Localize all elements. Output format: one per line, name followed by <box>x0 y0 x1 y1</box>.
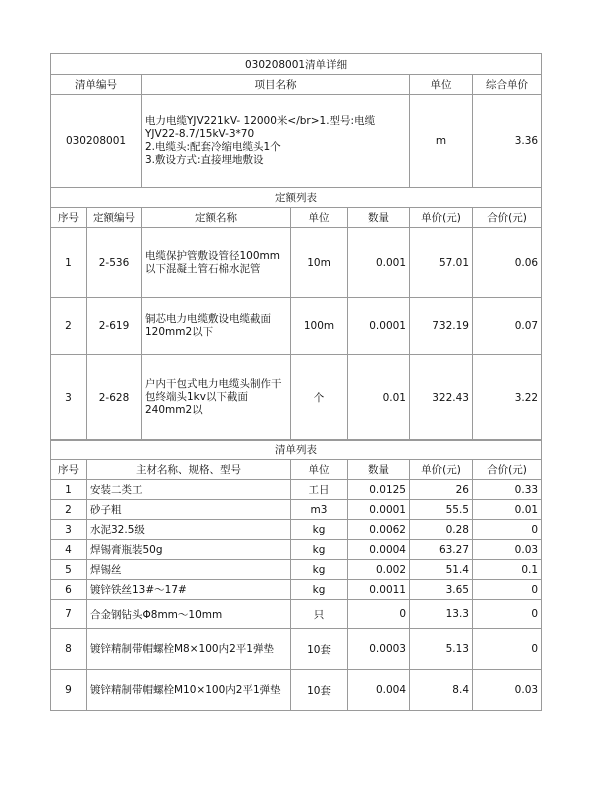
quota-name: 户内干包式电力电缆头制作干包终端头1kv以下截面240mm2以 <box>142 355 291 441</box>
quota-no: 2 <box>51 298 87 355</box>
list-header-no: 序号 <box>51 460 87 480</box>
quota-price: 322.43 <box>410 355 473 441</box>
quota-total: 0.07 <box>473 298 542 355</box>
quota-unit: 10m <box>291 228 348 298</box>
quota-row <box>51 228 542 298</box>
header-unit: 单位 <box>410 75 473 95</box>
quota-row <box>51 355 542 441</box>
list-header-unit: 单位 <box>291 460 348 480</box>
list-unit: m3 <box>291 500 348 520</box>
bill-detail-table <box>50 53 542 441</box>
list-unit: 10套 <box>291 629 348 670</box>
quota-row <box>51 298 542 355</box>
quota-total: 0.06 <box>473 228 542 298</box>
item-price: 3.36 <box>473 95 542 188</box>
list-qty: 0.0001 <box>348 500 410 520</box>
list-row <box>51 600 542 629</box>
list-price: 0.28 <box>410 520 473 540</box>
list-price: 3.65 <box>410 580 473 600</box>
quota-total: 3.22 <box>473 355 542 441</box>
list-price: 5.13 <box>410 629 473 670</box>
quota-qty: 0.001 <box>348 228 410 298</box>
list-row <box>51 560 542 580</box>
list-no: 3 <box>51 520 87 540</box>
quota-code: 2-536 <box>87 228 142 298</box>
list-no: 1 <box>51 480 87 500</box>
list-row <box>51 540 542 560</box>
list-name: 镀锌精制带帽螺栓M10×100内2平1弹垫 <box>87 670 291 711</box>
header-name: 项目名称 <box>142 75 410 95</box>
quota-price: 732.19 <box>410 298 473 355</box>
item-name: 电力电缆YJV221kV- 12000米</br>1.型号:电缆YJV22-8.7/15kV-3*70 2.电缆头:配套冷缩电缆头1个 3.敷设方式:直接埋地敷设 <box>142 95 410 188</box>
list-qty: 0.0004 <box>348 540 410 560</box>
list-unit: 10套 <box>291 670 348 711</box>
list-unit: kg <box>291 540 348 560</box>
list-qty: 0.0011 <box>348 580 410 600</box>
quota-header-no: 序号 <box>51 208 87 228</box>
quota-header-name: 定额名称 <box>142 208 291 228</box>
list-no: 8 <box>51 629 87 670</box>
list-row <box>51 500 542 520</box>
list-name: 镀锌精制带帽螺栓M8×100内2平1弹垫 <box>87 629 291 670</box>
list-price: 63.27 <box>410 540 473 560</box>
list-price: 13.3 <box>410 600 473 629</box>
item-code: 030208001 <box>51 95 142 188</box>
list-name: 焊锡膏瓶装50g <box>87 540 291 560</box>
list-qty: 0.004 <box>348 670 410 711</box>
list-price: 51.4 <box>410 560 473 580</box>
list-header-price: 单价(元) <box>410 460 473 480</box>
list-price: 55.5 <box>410 500 473 520</box>
list-name: 水泥32.5级 <box>87 520 291 540</box>
list-qty: 0 <box>348 600 410 629</box>
material-list-table <box>50 439 542 711</box>
list-name: 焊锡丝 <box>87 560 291 580</box>
list-total: 0 <box>473 600 542 629</box>
list-name: 合金钢钻头Φ8mm～10mm <box>87 600 291 629</box>
list-header-qty: 数量 <box>348 460 410 480</box>
quota-header-qty: 数量 <box>348 208 410 228</box>
list-unit: 工日 <box>291 480 348 500</box>
list-no: 6 <box>51 580 87 600</box>
list-row <box>51 520 542 540</box>
list-price: 8.4 <box>410 670 473 711</box>
quota-unit: 100m <box>291 298 348 355</box>
quota-qty: 0.01 <box>348 355 410 441</box>
quota-no: 3 <box>51 355 87 441</box>
list-no: 5 <box>51 560 87 580</box>
list-no: 2 <box>51 500 87 520</box>
list-unit: kg <box>291 580 348 600</box>
list-qty: 0.002 <box>348 560 410 580</box>
quota-header-total: 合价(元) <box>473 208 542 228</box>
list-total: 0 <box>473 520 542 540</box>
list-price: 26 <box>410 480 473 500</box>
list-qty: 0.0125 <box>348 480 410 500</box>
list-unit: kg <box>291 520 348 540</box>
list-qty: 0.0062 <box>348 520 410 540</box>
quota-header-code: 定额编号 <box>87 208 142 228</box>
list-section-title: 清单列表 <box>51 440 542 460</box>
list-unit: kg <box>291 560 348 580</box>
list-header-total: 合价(元) <box>473 460 542 480</box>
quota-price: 57.01 <box>410 228 473 298</box>
header-code: 清单编号 <box>51 75 142 95</box>
list-total: 0.01 <box>473 500 542 520</box>
quota-section-title: 定额列表 <box>51 188 542 208</box>
quota-qty: 0.0001 <box>348 298 410 355</box>
list-name: 砂子粗 <box>87 500 291 520</box>
list-total: 0.03 <box>473 670 542 711</box>
quota-name: 电缆保护管敷设管径100mm以下混凝土管石棉水泥管 <box>142 228 291 298</box>
list-header-name: 主材名称、规格、型号 <box>87 460 291 480</box>
list-total: 0 <box>473 629 542 670</box>
list-qty: 0.0003 <box>348 629 410 670</box>
list-total: 0.03 <box>473 540 542 560</box>
quota-header-price: 单价(元) <box>410 208 473 228</box>
list-unit: 只 <box>291 600 348 629</box>
quota-name: 铜芯电力电缆敷设电缆截面120mm2以下 <box>142 298 291 355</box>
list-total: 0.1 <box>473 560 542 580</box>
list-total: 0.33 <box>473 480 542 500</box>
list-row <box>51 629 542 670</box>
list-row <box>51 580 542 600</box>
quota-code: 2-628 <box>87 355 142 441</box>
table-title: 030208001清单详细 <box>51 54 542 75</box>
list-name: 安装二类工 <box>87 480 291 500</box>
item-unit: m <box>410 95 473 188</box>
quota-no: 1 <box>51 228 87 298</box>
header-price: 综合单价 <box>473 75 542 95</box>
quota-code: 2-619 <box>87 298 142 355</box>
list-total: 0 <box>473 580 542 600</box>
list-no: 7 <box>51 600 87 629</box>
list-no: 9 <box>51 670 87 711</box>
quota-header-unit: 单位 <box>291 208 348 228</box>
list-name: 镀锌铁丝13#～17# <box>87 580 291 600</box>
quota-unit: 个 <box>291 355 348 441</box>
list-row <box>51 480 542 500</box>
list-no: 4 <box>51 540 87 560</box>
list-row <box>51 670 542 711</box>
